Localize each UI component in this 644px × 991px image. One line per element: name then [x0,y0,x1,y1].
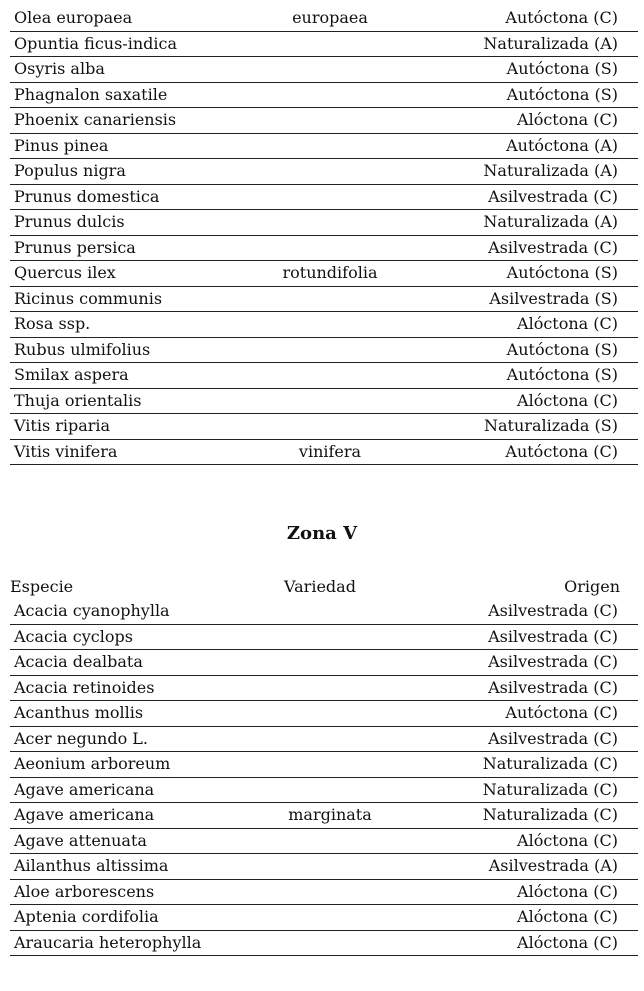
origin-value: Naturalizada (A) [483,161,618,180]
origin-value: Naturalizada (A) [483,33,618,53]
species-name: Olea europaea [14,8,133,27]
origin-value: Alóctona (C) [517,110,618,129]
species-name: Araucaria heterophylla [14,932,202,952]
origin-value: Autóctona (S) [506,365,618,384]
variety-name: rotundifolia [282,263,378,282]
origin-value: Autóctona (S) [506,84,618,104]
table-row [10,338,638,364]
table-row [10,676,638,702]
origin-value: Alóctona (C) [517,314,618,333]
table-row [10,778,638,804]
origin-value: Autóctona (C) [505,703,618,722]
species-name: Acacia retinoides [14,677,155,697]
table-row [10,650,638,676]
origin-value: Naturalizada (C) [482,805,618,824]
species-name: Ailanthus altissima [14,856,169,875]
origin-value: Asilvestrada (C) [488,237,618,257]
table-row [10,931,638,957]
table-row [10,108,638,134]
species-name: Phagnalon saxatile [14,84,168,104]
table-row [10,159,638,185]
species-name: Acer negundo L. [14,728,149,748]
table-row [10,829,638,855]
variety-name: marginata [288,805,372,824]
origin-value: Autóctona (C) [505,441,618,461]
origin-value: Asilvestrada (C) [488,652,618,671]
table-row [10,363,638,389]
table-row [10,599,638,625]
species-name: Quercus ilex [14,263,116,282]
origin-value: Naturalizada (C) [482,779,618,799]
species-name: Phoenix canariensis [14,110,177,129]
origin-value: Asilvestrada (C) [488,186,618,206]
table-row [10,440,638,466]
header-variedad: Variedad [284,577,356,596]
species-name: Prunus dulcis [14,212,125,231]
species-table-continued [10,6,638,465]
origin-value: Alóctona (C) [517,932,618,952]
table-row [10,261,638,287]
origin-value: Asilvestrada (C) [488,728,618,748]
origin-value: Autóctona (A) [506,135,618,155]
origin-value: Alóctona (C) [517,390,618,410]
origin-value: Naturalizada (A) [483,212,618,231]
species-name: Vitis vinifera [14,441,118,461]
species-name: Agave attenuata [14,830,147,850]
species-name: Populus nigra [14,161,126,180]
origin-value: Alóctona (C) [517,881,618,901]
origin-value: Autóctona (S) [506,263,618,282]
origin-value: Asilvestrada (S) [489,288,618,308]
table-row [10,312,638,338]
species-name: Rosa ssp. [14,314,91,333]
table-row [10,134,638,160]
table-row [10,287,638,313]
species-name: Smilax aspera [14,365,129,384]
species-name: Agave americana [14,805,155,824]
table-row [10,752,638,778]
origin-value: Naturalizada (C) [482,754,618,773]
species-name: Ricinus communis [14,288,163,308]
species-name: Thuja orientalis [14,390,142,410]
variety-name: europaea [292,8,368,27]
species-name: Aptenia cordifolia [14,907,159,926]
species-name: Acacia dealbata [14,652,143,671]
table-row [10,414,638,440]
species-name: Pinus pinea [14,135,109,155]
origin-value: Naturalizada (S) [484,416,618,435]
variety-name: vinifera [298,441,362,461]
origin-value: Asilvestrada (C) [488,677,618,697]
species-name: Rubus ulmifolius [14,339,151,359]
table-row [10,727,638,753]
table-row [10,625,638,651]
species-name: Vitis riparia [14,416,111,435]
species-name: Aloe arborescens [14,881,155,901]
species-name: Acacia cyclops [14,626,133,646]
origin-value: Autóctona (C) [505,8,618,27]
origin-value: Asilvestrada (C) [488,601,618,620]
origin-value: Alóctona (C) [517,830,618,850]
table-row [10,803,638,829]
table-row [10,57,638,83]
species-name: Aeonium arboreum [14,754,171,773]
table-row [10,905,638,931]
origin-value: Autóctona (S) [506,339,618,359]
table-row [10,32,638,58]
table-header [0,575,644,599]
table-row [10,880,638,906]
origin-value: Asilvestrada (A) [488,856,618,875]
species-name: Acacia cyanophylla [14,601,170,620]
table-row [10,185,638,211]
origin-value: Asilvestrada (C) [488,626,618,646]
table-row [10,6,638,32]
table-row [10,854,638,880]
species-name: Opuntia ficus-indica [14,33,177,53]
table-row [10,210,638,236]
header-especie: Especie [10,577,74,596]
table-row [10,389,638,415]
table-row [10,236,638,262]
species-name: Prunus persica [14,237,136,257]
species-name: Acanthus mollis [14,703,144,722]
species-name: Osyris alba [14,59,105,78]
origin-value: Alóctona (C) [517,907,618,926]
species-name: Agave americana [14,779,155,799]
origin-value: Autóctona (S) [506,59,618,78]
zone-title: Zona V [286,523,358,544]
table-row [10,701,638,727]
header-origen: Origen [564,577,620,596]
species-table-zona-v [10,599,638,956]
species-name: Prunus domestica [14,186,160,206]
table-row [10,83,638,109]
